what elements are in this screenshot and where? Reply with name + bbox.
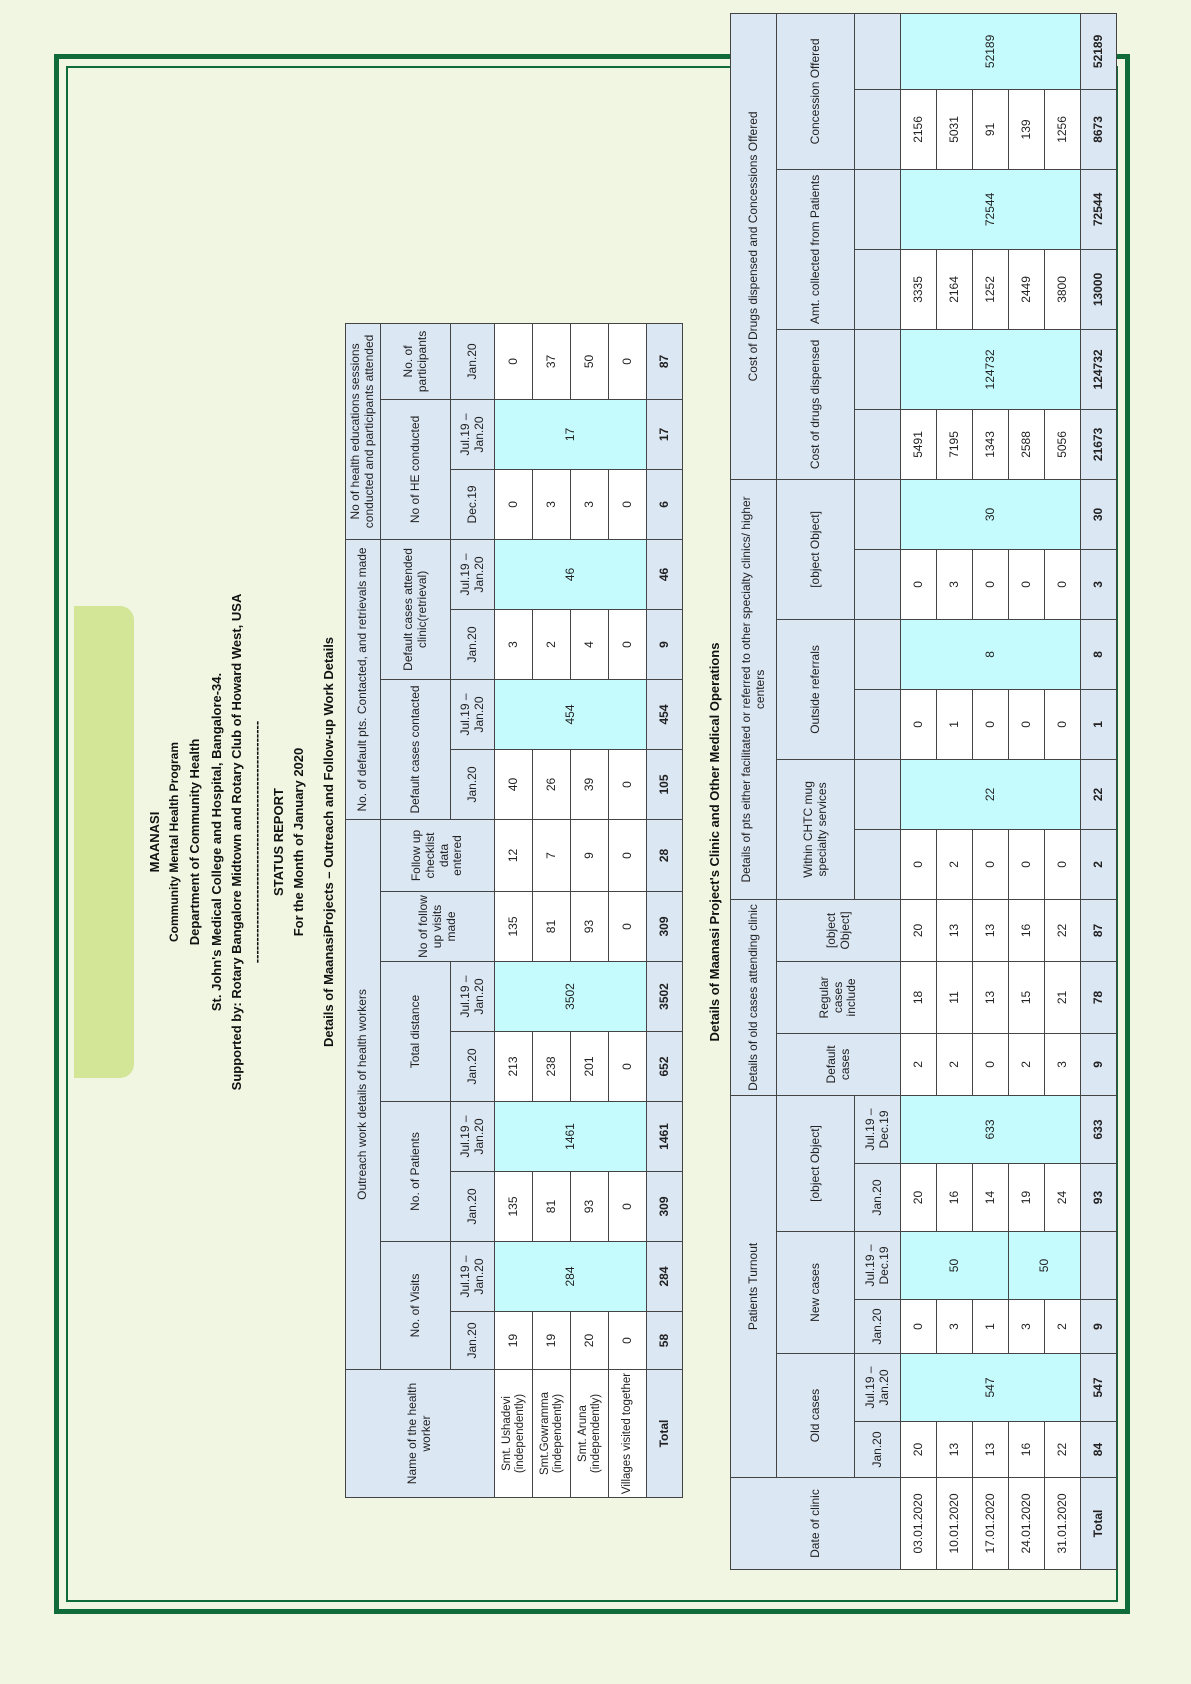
contacted-jan-header: Jan.20 [451, 749, 495, 819]
table-row [495, 323, 533, 1497]
cell: 50 [571, 323, 609, 399]
health-ed-group-header: No of health educations sessions conducted and participants attended [346, 323, 381, 539]
cell: 3800 [1045, 249, 1081, 329]
cell: 52189 [1081, 13, 1117, 89]
cell: 78 [1081, 961, 1117, 1033]
clinic-date: 17.01.2020 [973, 1478, 1009, 1570]
followup-visits-header: No of follow up visits made [381, 892, 495, 962]
contacted-cum-header: Jul.19 – Jan.20 [451, 679, 495, 749]
blank-header [855, 13, 901, 89]
cell: 0 [901, 829, 937, 899]
table-row [609, 323, 647, 1497]
cell: 13 [973, 899, 1009, 961]
blank-header [855, 409, 901, 479]
cell: 81 [533, 1172, 571, 1242]
department-name: Department of Community Health [187, 738, 202, 946]
cell: 11 [937, 961, 973, 1033]
cell-merged: 3502 [495, 962, 647, 1032]
cell: 21673 [1081, 409, 1117, 479]
cell: 7 [533, 819, 571, 891]
cell: 0 [609, 609, 647, 679]
blank-header [855, 689, 901, 759]
cell: 2 [1009, 1033, 1045, 1095]
cell: 20 [901, 1422, 937, 1478]
clinic-date: 24.01.2020 [1009, 1478, 1045, 1570]
cell: 4 [571, 609, 609, 679]
table2-title: Details of Maanasi Project's Clinic and Other Medical Operations [707, 642, 722, 1042]
cell: 16 [1009, 1422, 1045, 1478]
blank-header [855, 249, 901, 329]
patients-jan-header: Jan.20 [451, 1172, 495, 1242]
cell-merged: 52189 [901, 13, 1081, 89]
cell: 1343 [973, 409, 1009, 479]
cell: 0 [609, 469, 647, 539]
cell: 0 [1045, 689, 1081, 759]
cell: 0 [609, 1172, 647, 1242]
worker-name: Villages visited together [609, 1370, 647, 1498]
old-jan-header: Jan.20 [855, 1422, 901, 1478]
referral-group-header: Details of pts either facilitated or referred to other specialty clinics/ higher centers [731, 479, 777, 899]
tot-jan-header: Jan.20 [855, 1164, 901, 1232]
cell: 93 [571, 1172, 609, 1242]
old-cum-header: Jul.19 – Jan.20 [855, 1354, 901, 1422]
outside-header: Outside referrals [777, 619, 855, 759]
cell-merged: 633 [901, 1095, 1081, 1163]
cell: 135 [495, 892, 533, 962]
cell: 13 [937, 1422, 973, 1478]
cell: 2449 [1009, 249, 1045, 329]
cell: 15 [1009, 961, 1045, 1033]
cell: 2 [937, 829, 973, 899]
new-cum-header: Jul.19 – Dec.19 [855, 1232, 901, 1300]
cell-merged: 72544 [901, 169, 1081, 249]
cell: 652 [647, 1032, 683, 1102]
visits-jan-header: Jan.20 [451, 1312, 495, 1370]
cell: 40 [495, 749, 533, 819]
cell: 284 [647, 1242, 683, 1312]
blank-header [855, 829, 901, 899]
cell: 13000 [1081, 249, 1117, 329]
total-label: Total [1081, 1478, 1117, 1570]
attended-header: Default cases attended clinic(retrieval) [381, 539, 451, 679]
cell: 12 [495, 819, 533, 891]
new-jan-header: Jan.20 [855, 1300, 901, 1354]
cell: 0 [1045, 829, 1081, 899]
visits-header: No. of Visits [381, 1242, 451, 1370]
cell: 0 [609, 892, 647, 962]
cell: 309 [647, 1172, 683, 1242]
cell: 6 [647, 469, 683, 539]
cell: 3 [1045, 1033, 1081, 1095]
cell-merged: 1461 [495, 1102, 647, 1172]
cell: 20 [571, 1312, 609, 1370]
date-header: Date of clinic [731, 1478, 901, 1570]
cell: 5056 [1045, 409, 1081, 479]
cell: 105 [647, 749, 683, 819]
cell: 37 [533, 323, 571, 399]
institution-name: St. John's Medical College and Hospital, Bangalore-34. [209, 672, 224, 1012]
worker-name: Smt. Ushadevi (independently) [495, 1370, 533, 1498]
referral-total-header: [object Object] [777, 479, 855, 619]
cell: 1461 [647, 1102, 683, 1172]
checklist-header: Follow up checklist data entered [381, 819, 495, 891]
cell: 19 [495, 1312, 533, 1370]
cell: 454 [647, 679, 683, 749]
program-name: Community Mental Health Program [167, 741, 181, 943]
distance-header: Total distance [381, 962, 451, 1102]
cell: 3502 [647, 962, 683, 1032]
cell: 7195 [937, 409, 973, 479]
cell: 19 [533, 1312, 571, 1370]
cell: 3 [937, 1300, 973, 1354]
cell: 0 [1009, 689, 1045, 759]
cell: 213 [495, 1032, 533, 1102]
cell: 93 [1081, 1164, 1117, 1232]
clinic-date: 03.01.2020 [901, 1478, 937, 1570]
distance-jan-header: Jan.20 [451, 1032, 495, 1102]
participants-header: No. of participants [381, 323, 451, 399]
old-attending-group-header: Details of old cases attending clinic [731, 899, 777, 1095]
cell: 0 [609, 819, 647, 891]
new-cases-header: New cases [777, 1232, 855, 1354]
contacted-header: Default cases contacted [381, 679, 451, 819]
cell: 2 [937, 1033, 973, 1095]
table-total-row [647, 323, 683, 1497]
cell: 3 [495, 609, 533, 679]
cell: 0 [901, 689, 937, 759]
cell: 81 [533, 892, 571, 962]
cell: 0 [901, 1300, 937, 1354]
cell: 139 [1009, 89, 1045, 169]
cell: 0 [973, 689, 1009, 759]
patients-header: No. of Patients [381, 1102, 451, 1242]
turnout-total-header: [object Object] [777, 1095, 855, 1231]
blank-header [855, 479, 901, 549]
support-line: Supported by: Rotary Bangalore Midtown and Rotary Club of Howard West, USA [229, 593, 244, 1091]
cell: 84 [1081, 1422, 1117, 1478]
cell: 9 [1081, 1033, 1117, 1095]
cell-merged: 547 [901, 1354, 1081, 1422]
cell: 2164 [937, 249, 973, 329]
cell: 3 [1009, 1300, 1045, 1354]
blank-header [855, 759, 901, 829]
cell-merged: 30 [901, 479, 1081, 549]
clinic-table [730, 13, 1117, 1570]
cell [1081, 1232, 1117, 1300]
cell: 16 [1009, 899, 1045, 961]
cell: 0 [1009, 549, 1045, 619]
cell: 22 [1045, 899, 1081, 961]
blank-header [855, 329, 901, 409]
cell-merged: 22 [901, 759, 1081, 829]
he-conducted-header: No of HE conducted [381, 399, 451, 539]
cell: 3 [937, 549, 973, 619]
blank-header [855, 549, 901, 619]
cell: 9 [571, 819, 609, 891]
he-cum-header: Jul.19 – Jan.20 [451, 399, 495, 469]
visits-cum-header: Jul.19 – Jan.20 [451, 1242, 495, 1312]
clinic-date: 31.01.2020 [1045, 1478, 1081, 1570]
cell: 72544 [1081, 169, 1117, 249]
cell: 20 [901, 899, 937, 961]
cell: 26 [533, 749, 571, 819]
patients-cum-header: Jul.19 – Jan.20 [451, 1102, 495, 1172]
blank-header [855, 89, 901, 169]
cell: 0 [973, 1033, 1009, 1095]
cell: 91 [973, 89, 1009, 169]
amt-collected-header: Amt. collected from Patients [777, 169, 855, 329]
cell: 30 [1081, 479, 1117, 549]
cell: 0 [495, 323, 533, 399]
cell: 8 [1081, 619, 1117, 689]
cell: 9 [647, 609, 683, 679]
cell-merged: 8 [901, 619, 1081, 689]
cell: 2 [901, 1033, 937, 1095]
cell: 547 [1081, 1354, 1117, 1422]
cell: 22 [1045, 1422, 1081, 1478]
within-header: Within CHTC mug specialty services [777, 759, 855, 899]
cell: 633 [1081, 1095, 1117, 1163]
cell: 0 [973, 549, 1009, 619]
cell: 24 [1045, 1164, 1081, 1232]
cell: 3335 [901, 249, 937, 329]
cell: 1256 [1045, 89, 1081, 169]
cell: 0 [609, 1312, 647, 1370]
cell-merged: 454 [495, 679, 647, 749]
cell-merged: 284 [495, 1242, 647, 1312]
worker-name: Smt. Aruna (independently) [571, 1370, 609, 1498]
cell: 21 [1045, 961, 1081, 1033]
total-label: Total [647, 1370, 683, 1498]
cell: 19 [1009, 1164, 1045, 1232]
table-row [571, 323, 609, 1497]
report-title: STATUS REPORT [271, 788, 286, 896]
cell: 2156 [901, 89, 937, 169]
tot-cum-header: Jul.19 – Dec.19 [855, 1095, 901, 1163]
cell: 124732 [1081, 329, 1117, 409]
cell: 2 [1045, 1300, 1081, 1354]
blank-header [855, 619, 901, 689]
cell: 20 [901, 1164, 937, 1232]
cell: 0 [1009, 829, 1045, 899]
cell: 1 [1081, 689, 1117, 759]
cell: 0 [609, 323, 647, 399]
cell: 5491 [901, 409, 937, 479]
cell: 3 [533, 469, 571, 539]
cell: 2 [1081, 829, 1117, 899]
old-cases-header: Old cases [777, 1354, 855, 1478]
attended-jan-header: Jan.20 [451, 609, 495, 679]
worker-name: Smt.Gowramma (independently) [533, 1370, 571, 1498]
cell: 5031 [937, 89, 973, 169]
cell: 201 [571, 1032, 609, 1102]
cell: 17 [647, 399, 683, 469]
cell: 0 [901, 549, 937, 619]
turnout-group-header: Patients Turnout [731, 1095, 777, 1477]
cell: 93 [571, 892, 609, 962]
attending-total-header: [object Object] [777, 899, 901, 961]
cell: 13 [973, 1422, 1009, 1478]
cell: 0 [495, 469, 533, 539]
cost-group-header: Cost of Drugs dispensed and Concessions Offered [731, 13, 777, 479]
cell: 22 [1081, 759, 1117, 829]
cell: 2588 [1009, 409, 1045, 479]
cell: 13 [937, 899, 973, 961]
table-row [901, 13, 937, 1569]
cell: 1 [973, 1300, 1009, 1354]
cell: 135 [495, 1172, 533, 1242]
default-cases-header: Default cases [777, 1033, 901, 1095]
distance-cum-header: Jul.19 – Jan.20 [451, 962, 495, 1032]
table-total-row [1081, 13, 1117, 1569]
cell: 309 [647, 892, 683, 962]
cell: 87 [1081, 899, 1117, 961]
cell-merged: 17 [495, 399, 647, 469]
cell-merged: 50 [901, 1232, 1009, 1300]
cell: 0 [609, 1032, 647, 1102]
cell: 2 [533, 609, 571, 679]
org-name: MAANASI [147, 811, 162, 873]
cell-merged: 124732 [901, 329, 1081, 409]
cell: 0 [1045, 549, 1081, 619]
cell: 58 [647, 1312, 683, 1370]
he-dec-header: Dec.19 [451, 469, 495, 539]
cell: 39 [571, 749, 609, 819]
cell: 3 [1081, 549, 1117, 619]
table-row [533, 323, 571, 1497]
report-period: For the Month of January 2020 [291, 747, 306, 937]
cell: 14 [973, 1164, 1009, 1232]
participants-jan-header: Jan.20 [451, 323, 495, 399]
attended-cum-header: Jul.19 – Jan.20 [451, 539, 495, 609]
cell: 87 [647, 323, 683, 399]
table1-title: Details of MaanasiProjects – Outreach and Follow-up Work Details [321, 636, 336, 1048]
concession-header: Concession Offered [777, 13, 855, 169]
regular-cases-header: Regular cases include [777, 961, 901, 1033]
clinic-date: 10.01.2020 [937, 1478, 973, 1570]
cell-merged: 46 [495, 539, 647, 609]
outreach-group-header: Outreach work details of health workers [346, 819, 381, 1369]
cell: 238 [533, 1032, 571, 1102]
separator-line: -------------------------------------------------------- [249, 720, 264, 964]
cell: 0 [609, 749, 647, 819]
cell: 28 [647, 819, 683, 891]
cell: 13 [973, 961, 1009, 1033]
cell: 3 [571, 469, 609, 539]
cell-merged: 50 [1009, 1232, 1081, 1300]
drug-cost-header: Cost of drugs dispensed [777, 329, 855, 479]
cell: 0 [973, 829, 1009, 899]
cell: 1252 [973, 249, 1009, 329]
cell: 8673 [1081, 89, 1117, 169]
cell: 18 [901, 961, 937, 1033]
cell: 16 [937, 1164, 973, 1232]
cell: 9 [1081, 1300, 1117, 1354]
default-group-header: No. of default pts. Contacted, and retrievals made [346, 539, 381, 819]
cell: 46 [647, 539, 683, 609]
blank-header [855, 169, 901, 249]
outreach-table [345, 323, 683, 1498]
worker-name-header: Name of the health worker [346, 1370, 495, 1498]
cell: 1 [937, 689, 973, 759]
